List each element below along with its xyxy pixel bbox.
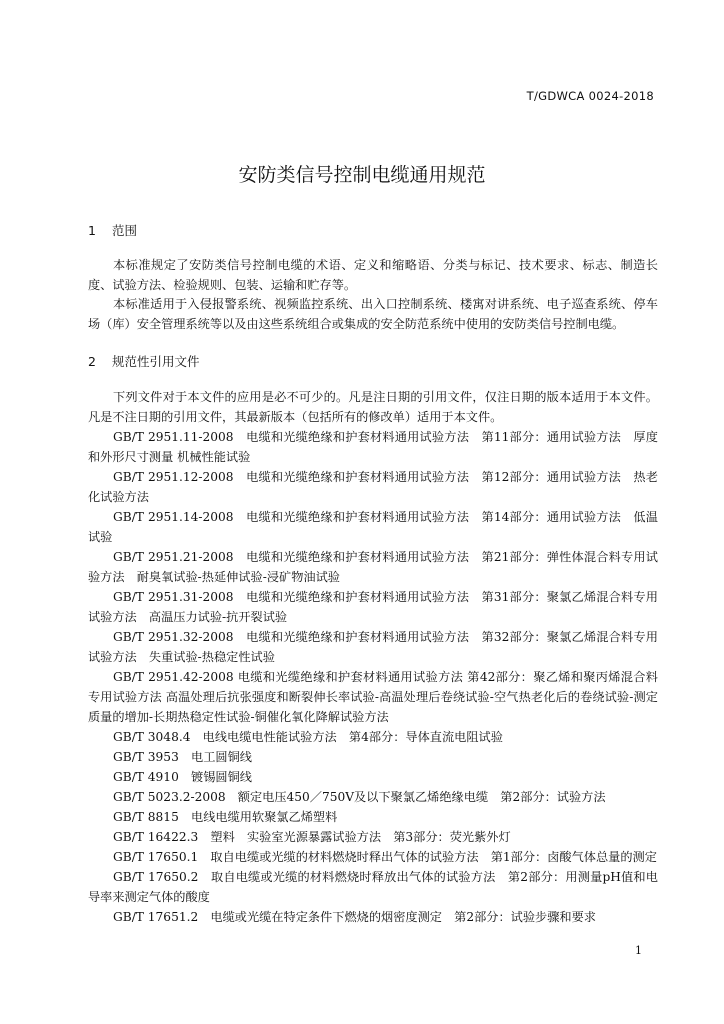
document-title: 安防类信号控制电缆通用规范: [238, 164, 486, 186]
reference-item: GB/T 2951.31-2008 电缆和光缆绝缘和护套材料通用试验方法 第31部分：聚氯乙烯混合料专用试验方法 高温压力试验-抗开裂试验: [88, 590, 658, 624]
section-1-number: 1: [88, 223, 96, 238]
reference-list: [88, 427, 658, 927]
page-number: 1: [635, 944, 642, 957]
reference-item: GB/T 17650.2 取自电缆或光缆的材料燃烧时释放出气体的试验方法 第2部分：用测量pH值和电导率来测定气体的酸度: [88, 870, 658, 904]
reference-item: GB/T 3953 电工圆铜线: [113, 750, 252, 764]
reference-item: GB/T 2951.42-2008 电缆和光缆绝缘和护套材料通用试验方法 第42部分：聚乙烯和聚丙烯混合料专用试验方法 高温处理后抗张强度和断裂伸长率试验-高温处理后卷绕试验-空气热老化后的卷绕试验-测定质量的增加-长期热稳定性试验-铜催化氧化降解试验方法: [88, 670, 658, 724]
reference-item: GB/T 2951.32-2008 电缆和光缆绝缘和护套材料通用试验方法 第32部分：聚氯乙烯混合料专用试验方法 失重试验-热稳定性试验: [88, 630, 658, 664]
reference-item: GB/T 17650.1 取自电缆或光缆的材料燃烧时释出气体的试验方法 第1部分：卤酸气体总量的测定: [113, 850, 657, 864]
reference-item: GB/T 8815 电线电缆用软聚氯乙烯塑料: [113, 810, 338, 824]
references-intro: 下列文件对于本文件的应用是必不可少的。凡是注日期的引用文件，仅注日期的版本适用于本文件。凡是不注日期的引用文件，其最新版本（包括所有的修改单）适用于本文件。: [88, 390, 658, 424]
scope-paragraph-2: 本标准适用于入侵报警系统、视频监控系统、出入口控制系统、楼寓对讲系统、电子巡查系统、停车场（库）安全管理系统等以及由这些系统组合或集成的安全防范系统中使用的安防类信号控制电缆。: [88, 297, 658, 331]
reference-item: GB/T 5023.2-2008 额定电压450／750V及以下聚氯乙烯绝缘电缆 第2部分：试验方法: [113, 790, 606, 804]
section-1-title: 范围: [111, 223, 137, 238]
reference-item: GB/T 17651.2 电缆或光缆在特定条件下燃烧的烟密度测定 第2部分：试验步骤和要求: [113, 910, 596, 924]
reference-item: GB/T 2951.14-2008 电缆和光缆绝缘和护套材料通用试验方法 第14部分：通用试验方法 低温试验: [88, 510, 658, 544]
section-2-heading: [88, 352, 200, 370]
reference-item: GB/T 2951.11-2008 电缆和光缆绝缘和护套材料通用试验方法 第11部分：通用试验方法 厚度和外形尺寸测量 机械性能试验: [88, 430, 658, 464]
section-1-heading: [88, 221, 137, 239]
section-2-number: 2: [88, 354, 96, 369]
reference-item: GB/T 3048.4 电线电缆电性能试验方法 第4部分：导体直流电阻试验: [113, 730, 503, 744]
scope-paragraph-1: 本标准规定了安防类信号控制电缆的术语、定义和缩略语、分类与标记、技术要求、标志、制造长度、试验方法、检验规则、包装、运输和贮存等。: [88, 258, 658, 292]
section-2-title: 规范性引用文件: [111, 354, 200, 369]
document-header-code: T/GDWCA 0024-2018: [526, 89, 654, 103]
reference-item: GB/T 16422.3 塑料 实验室光源暴露试验方法 第3部分：荧光紫外灯: [113, 830, 511, 844]
reference-item: GB/T 2951.21-2008 电缆和光缆绝缘和护套材料通用试验方法 第21部分：弹性体混合料专用试验方法 耐臭氧试验-热延伸试验-浸矿物油试验: [88, 550, 658, 584]
reference-item: GB/T 2951.12-2008 电缆和光缆绝缘和护套材料通用试验方法 第12部分：通用试验方法 热老化试验方法: [88, 470, 658, 504]
reference-item: GB/T 4910 镀锡圆铜线: [113, 770, 252, 784]
